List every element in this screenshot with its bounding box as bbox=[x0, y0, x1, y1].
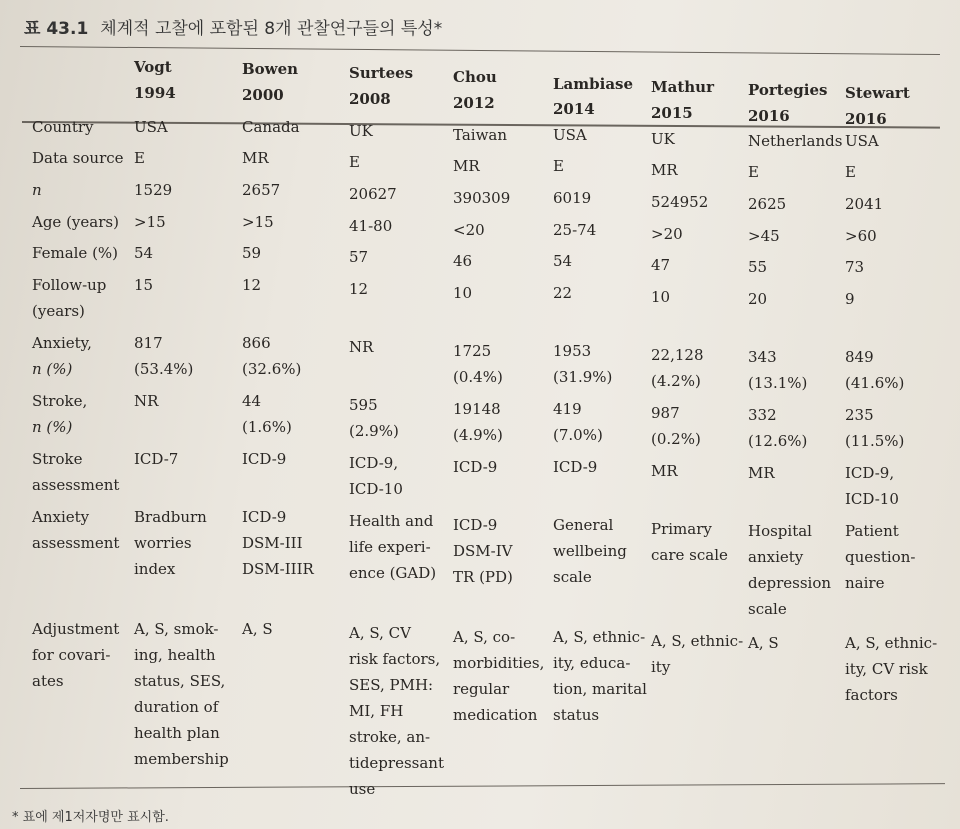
table-cell bbox=[242, 504, 314, 582]
row-label-line: Stroke bbox=[32, 450, 83, 468]
study-author: Portegies bbox=[748, 81, 828, 99]
cell-line: worries bbox=[134, 534, 192, 552]
table-cell bbox=[845, 159, 856, 185]
cell-line: stroke, an- bbox=[349, 728, 431, 746]
cell-line: E bbox=[748, 163, 759, 181]
table-cell bbox=[845, 518, 915, 596]
cell-line: question- bbox=[845, 548, 916, 566]
cell-line: 10 bbox=[453, 284, 473, 302]
cell-line: (12.6%) bbox=[748, 432, 808, 450]
row-label-line: Age (years) bbox=[32, 213, 119, 231]
cell-line: 22,128 bbox=[651, 346, 704, 364]
cell-line: ity, educa- bbox=[553, 654, 631, 672]
table-cell bbox=[349, 213, 392, 239]
cell-line: (4.2%) bbox=[651, 372, 701, 390]
cell-line: DSM-IV bbox=[453, 542, 513, 560]
cell-line: factors bbox=[845, 686, 898, 704]
table-cell bbox=[748, 223, 780, 249]
cell-line: ICD-9 bbox=[242, 508, 287, 526]
row-label bbox=[32, 616, 119, 694]
cell-line: 343 bbox=[748, 348, 777, 366]
row-label-line: n (%) bbox=[32, 418, 73, 436]
cell-line: 1953 bbox=[553, 342, 592, 360]
table-cell bbox=[748, 286, 767, 312]
table-cell bbox=[453, 512, 513, 590]
row-label-line: assessment bbox=[32, 476, 120, 494]
row-label-line: Anxiety, bbox=[32, 334, 92, 352]
row-label-line: for covari- bbox=[32, 646, 111, 664]
row-label-line: assessment bbox=[32, 534, 120, 552]
table-cell bbox=[748, 518, 831, 622]
table-cell bbox=[349, 244, 368, 270]
study-year: 1994 bbox=[134, 84, 176, 102]
table-cell bbox=[553, 624, 647, 728]
table-cell bbox=[845, 223, 877, 249]
cell-line: >20 bbox=[651, 225, 683, 243]
table-cell bbox=[134, 114, 168, 140]
cell-line: Hospital bbox=[748, 522, 812, 540]
table-cell bbox=[453, 338, 503, 390]
table-cell bbox=[242, 616, 273, 642]
cell-line: ing, health bbox=[134, 646, 216, 664]
cell-line: scale bbox=[553, 568, 592, 586]
table-cell bbox=[453, 280, 472, 306]
table-cell bbox=[748, 344, 807, 396]
cell-line: Netherlands bbox=[748, 132, 843, 150]
table-cell bbox=[553, 185, 591, 211]
cell-line: A, S, ethnic- bbox=[553, 628, 646, 646]
table-cell bbox=[242, 272, 261, 298]
cell-line: ity, CV risk bbox=[845, 660, 928, 678]
cell-line: 849 bbox=[845, 348, 874, 366]
cell-line: 10 bbox=[651, 288, 671, 306]
row-label-line: Stroke, bbox=[32, 392, 88, 410]
table-cell bbox=[845, 402, 904, 454]
cell-line: 44 bbox=[242, 392, 262, 410]
study-author: Mathur bbox=[651, 78, 714, 96]
row-label bbox=[32, 114, 94, 140]
table-cell bbox=[349, 118, 373, 144]
table-cell bbox=[651, 516, 728, 568]
table-cell bbox=[349, 450, 403, 502]
table-cell bbox=[651, 628, 743, 680]
table-cell bbox=[651, 458, 678, 484]
cell-line: life experi- bbox=[349, 538, 431, 556]
cell-line: 419 bbox=[553, 400, 582, 418]
cell-line: (7.0%) bbox=[553, 426, 603, 444]
table-cell bbox=[845, 630, 937, 708]
cell-line: USA bbox=[553, 126, 587, 144]
table-cell bbox=[134, 177, 172, 203]
table-cell bbox=[242, 177, 280, 203]
cell-line: 1529 bbox=[134, 181, 173, 199]
cell-line: Bradburn bbox=[134, 508, 207, 526]
cell-line: 15 bbox=[134, 276, 154, 294]
table-cell bbox=[349, 181, 397, 207]
table-cell bbox=[845, 286, 855, 312]
table-cell bbox=[748, 191, 786, 217]
table-cell bbox=[651, 189, 708, 215]
table-cell bbox=[134, 272, 153, 298]
study-author: Surtees bbox=[349, 64, 414, 82]
cell-line: tidepressant bbox=[349, 754, 444, 772]
cell-line: 595 bbox=[349, 396, 378, 414]
cell-line: NR bbox=[134, 392, 159, 410]
table-cell bbox=[553, 512, 627, 590]
cell-line: E bbox=[553, 157, 564, 175]
study-author: Lambiase bbox=[553, 75, 634, 93]
table-cell bbox=[748, 402, 807, 454]
table-cell bbox=[748, 159, 759, 185]
table-cell bbox=[845, 460, 899, 512]
table-cell bbox=[553, 454, 597, 480]
table-cell bbox=[349, 276, 368, 302]
cell-line: 1725 bbox=[453, 342, 492, 360]
cell-line: anxiety bbox=[748, 548, 804, 566]
table-cell bbox=[134, 388, 158, 414]
cell-line: A, S, smok- bbox=[134, 620, 219, 638]
cell-line: ity bbox=[651, 658, 671, 676]
study-year: 2012 bbox=[453, 94, 495, 112]
cell-line: (2.9%) bbox=[349, 422, 399, 440]
row-label bbox=[32, 504, 119, 556]
table-cell bbox=[242, 330, 301, 382]
table-cell bbox=[553, 248, 572, 274]
cell-line: naire bbox=[845, 574, 885, 592]
cell-line: 20 bbox=[748, 290, 768, 308]
study-year: 2016 bbox=[748, 107, 790, 125]
cell-line: MR bbox=[748, 464, 775, 482]
cell-line: 22 bbox=[553, 284, 573, 302]
table-cell bbox=[845, 254, 864, 280]
cell-line: ICD-9, bbox=[349, 454, 399, 472]
table-cell bbox=[134, 209, 166, 235]
cell-line: depression bbox=[748, 574, 832, 592]
table-cell bbox=[651, 126, 675, 152]
cell-line: 2625 bbox=[748, 195, 787, 213]
cell-line: 59 bbox=[242, 244, 262, 262]
cell-line: TR (PD) bbox=[453, 568, 513, 586]
cell-line: risk factors, bbox=[349, 650, 441, 668]
cell-line: care scale bbox=[651, 546, 728, 564]
table-cell bbox=[349, 334, 373, 360]
table-cell bbox=[845, 128, 879, 154]
row-label-line: (years) bbox=[32, 302, 85, 320]
cell-line: A, S bbox=[748, 634, 779, 652]
table-number: 표 43.1 bbox=[24, 19, 89, 39]
cell-line: UK bbox=[651, 130, 675, 148]
table-cell bbox=[651, 400, 701, 452]
cell-line: ICD-9 bbox=[242, 450, 287, 468]
table-cell bbox=[553, 153, 564, 179]
cell-line: 46 bbox=[453, 252, 473, 270]
table-cell bbox=[553, 217, 596, 243]
table-cell bbox=[553, 338, 612, 390]
cell-line: >60 bbox=[845, 227, 877, 245]
table-cell bbox=[242, 388, 292, 440]
table-cell bbox=[453, 185, 510, 211]
cell-line: 54 bbox=[553, 252, 573, 270]
cell-line: <20 bbox=[453, 221, 485, 239]
cell-line: regular bbox=[453, 680, 510, 698]
table-cell bbox=[134, 145, 145, 171]
study-year: 2008 bbox=[349, 90, 391, 108]
cell-line: (53.4%) bbox=[134, 360, 194, 378]
cell-line: A, S, co- bbox=[453, 628, 516, 646]
table-cell bbox=[553, 280, 572, 306]
table-cell bbox=[453, 217, 485, 243]
cell-line: 235 bbox=[845, 406, 874, 424]
cell-line: ICD-10 bbox=[349, 480, 403, 498]
table-cell bbox=[748, 254, 767, 280]
cell-line: status bbox=[553, 706, 600, 724]
table-cell bbox=[748, 630, 779, 656]
cell-line: (1.6%) bbox=[242, 418, 292, 436]
table-cell bbox=[349, 149, 360, 175]
cell-line: 9 bbox=[845, 290, 855, 308]
cell-line: A, S, ethnic- bbox=[845, 634, 938, 652]
table-cell bbox=[134, 330, 193, 382]
cell-line: index bbox=[134, 560, 176, 578]
cell-line: 2657 bbox=[242, 181, 281, 199]
table-title: 체계적 고찰에 포함된 8개 관찰연구들의 특성* bbox=[100, 19, 443, 39]
table-cell bbox=[453, 396, 503, 448]
cell-line: 19148 bbox=[453, 400, 501, 418]
cell-line: (13.1%) bbox=[748, 374, 808, 392]
cell-line: UK bbox=[349, 122, 373, 140]
cell-line: status, SES, bbox=[134, 672, 226, 690]
cell-line: ICD-10 bbox=[845, 490, 899, 508]
table-cell bbox=[349, 620, 444, 802]
row-label bbox=[32, 240, 118, 266]
study-author: Chou bbox=[453, 68, 497, 86]
cell-line: >45 bbox=[748, 227, 780, 245]
cell-line: 817 bbox=[134, 334, 163, 352]
cell-line: MR bbox=[242, 149, 269, 167]
cell-line: MR bbox=[651, 462, 678, 480]
cell-line: MR bbox=[453, 157, 480, 175]
study-author: Stewart bbox=[845, 84, 910, 102]
cell-line: SES, PMH: bbox=[349, 676, 434, 694]
cell-line: General bbox=[553, 516, 614, 534]
cell-line: DSM-III bbox=[242, 534, 303, 552]
cell-line: 57 bbox=[349, 248, 369, 266]
cell-line: NR bbox=[349, 338, 374, 356]
table-cell bbox=[453, 624, 544, 728]
cell-line: Taiwan bbox=[453, 126, 508, 144]
cell-line: 55 bbox=[748, 258, 768, 276]
cell-line: 20627 bbox=[349, 185, 397, 203]
cell-line: DSM-IIIR bbox=[242, 560, 314, 578]
row-label bbox=[32, 209, 119, 235]
table-cell bbox=[453, 454, 497, 480]
cell-line: (0.2%) bbox=[651, 430, 701, 448]
row-label bbox=[32, 446, 119, 498]
table-cell bbox=[349, 508, 436, 586]
table-cell bbox=[553, 396, 603, 448]
cell-line: scale bbox=[748, 600, 787, 618]
bottom-rule bbox=[20, 783, 945, 789]
cell-line: Canada bbox=[242, 118, 300, 136]
cell-line: >15 bbox=[242, 213, 274, 231]
cell-line: morbidities, bbox=[453, 654, 545, 672]
cell-line: use bbox=[349, 780, 376, 798]
cell-line: 54 bbox=[134, 244, 154, 262]
cell-line: A, S, CV bbox=[349, 624, 411, 642]
table-cell bbox=[134, 504, 207, 582]
cell-line: 6019 bbox=[553, 189, 592, 207]
table-cell bbox=[553, 122, 587, 148]
table-cell bbox=[453, 248, 472, 274]
cell-line: health plan bbox=[134, 724, 220, 742]
cell-line: 987 bbox=[651, 404, 680, 422]
cell-line: (11.5%) bbox=[845, 432, 905, 450]
cell-line: 12 bbox=[349, 280, 369, 298]
study-year: 2014 bbox=[553, 100, 595, 118]
cell-line: Patient bbox=[845, 522, 899, 540]
cell-line: (4.9%) bbox=[453, 426, 503, 444]
table-cell bbox=[651, 221, 683, 247]
cell-line: E bbox=[134, 149, 145, 167]
row-label-line: Data source bbox=[32, 149, 124, 167]
cell-line: duration of bbox=[134, 698, 219, 716]
cell-line: 866 bbox=[242, 334, 271, 352]
table-cell bbox=[651, 342, 704, 394]
cell-line: 12 bbox=[242, 276, 262, 294]
row-label-line: Adjustment bbox=[32, 620, 120, 638]
cell-line: E bbox=[845, 163, 856, 181]
cell-line: Primary bbox=[651, 520, 712, 538]
cell-line: ICD-9, bbox=[845, 464, 895, 482]
cell-line: 41-80 bbox=[349, 217, 393, 235]
study-author: Bowen bbox=[242, 60, 299, 78]
table-cell bbox=[242, 240, 261, 266]
cell-line: MR bbox=[651, 161, 678, 179]
row-label bbox=[32, 388, 87, 440]
cell-line: USA bbox=[134, 118, 168, 136]
table-cell bbox=[242, 446, 286, 472]
cell-line: wellbeing bbox=[553, 542, 627, 560]
table-cell bbox=[242, 209, 274, 235]
row-label-line: n (%) bbox=[32, 360, 73, 378]
cell-line: 390309 bbox=[453, 189, 511, 207]
row-label bbox=[32, 177, 42, 203]
cell-line: ICD-7 bbox=[134, 450, 179, 468]
cell-line: E bbox=[349, 153, 360, 171]
table-cell bbox=[651, 157, 678, 183]
row-label-line: Follow-up bbox=[32, 276, 107, 294]
cell-line: tion, marital bbox=[553, 680, 647, 698]
row-label-line: ates bbox=[32, 672, 64, 690]
table-cell bbox=[134, 616, 229, 772]
row-label-line: Female (%) bbox=[32, 244, 119, 262]
cell-line: >15 bbox=[134, 213, 166, 231]
cell-line: (31.9%) bbox=[553, 368, 613, 386]
cell-line: A, S bbox=[242, 620, 273, 638]
table-cell bbox=[349, 392, 399, 444]
footnote: * 표에 제1저자명만 표시함. bbox=[12, 810, 169, 825]
cell-line: (32.6%) bbox=[242, 360, 302, 378]
study-author: Vogt bbox=[134, 58, 172, 76]
row-label bbox=[32, 330, 92, 382]
table-cell bbox=[845, 191, 883, 217]
cell-line: membership bbox=[134, 750, 229, 768]
table-caption bbox=[24, 14, 442, 39]
study-year: 2015 bbox=[651, 104, 693, 122]
cell-line: ence (GAD) bbox=[349, 564, 437, 582]
table-cell bbox=[651, 284, 670, 310]
row-label bbox=[32, 145, 124, 171]
cell-line: 25-74 bbox=[553, 221, 597, 239]
table-cell bbox=[242, 114, 300, 140]
cell-line: (41.6%) bbox=[845, 374, 905, 392]
cell-line: A, S, ethnic- bbox=[651, 632, 744, 650]
table-cell bbox=[134, 240, 153, 266]
cell-line: ICD-9 bbox=[453, 458, 498, 476]
cell-line: USA bbox=[845, 132, 879, 150]
table-cell bbox=[242, 145, 269, 171]
table-cell bbox=[134, 446, 178, 472]
table-cell bbox=[845, 344, 904, 396]
cell-line: ICD-9 bbox=[453, 516, 498, 534]
cell-line: Health and bbox=[349, 512, 434, 530]
cell-line: 73 bbox=[845, 258, 865, 276]
cell-line: 524952 bbox=[651, 193, 709, 211]
row-label-line: Anxiety bbox=[32, 508, 90, 526]
cell-line: MI, FH bbox=[349, 702, 404, 720]
table-cell bbox=[453, 122, 507, 148]
row-label-line: Country bbox=[32, 118, 94, 136]
cell-line: ICD-9 bbox=[553, 458, 598, 476]
cell-line: (0.4%) bbox=[453, 368, 503, 386]
table-cell bbox=[748, 460, 775, 486]
table-cell bbox=[748, 128, 842, 154]
cell-line: 332 bbox=[748, 406, 777, 424]
table-cell bbox=[651, 252, 670, 278]
cell-line: medication bbox=[453, 706, 538, 724]
table-cell bbox=[453, 153, 480, 179]
study-year: 2016 bbox=[845, 110, 887, 128]
study-year: 2000 bbox=[242, 86, 284, 104]
cell-line: 47 bbox=[651, 256, 671, 274]
row-label-line: n bbox=[32, 181, 42, 199]
cell-line: 2041 bbox=[845, 195, 884, 213]
row-label bbox=[32, 272, 106, 324]
